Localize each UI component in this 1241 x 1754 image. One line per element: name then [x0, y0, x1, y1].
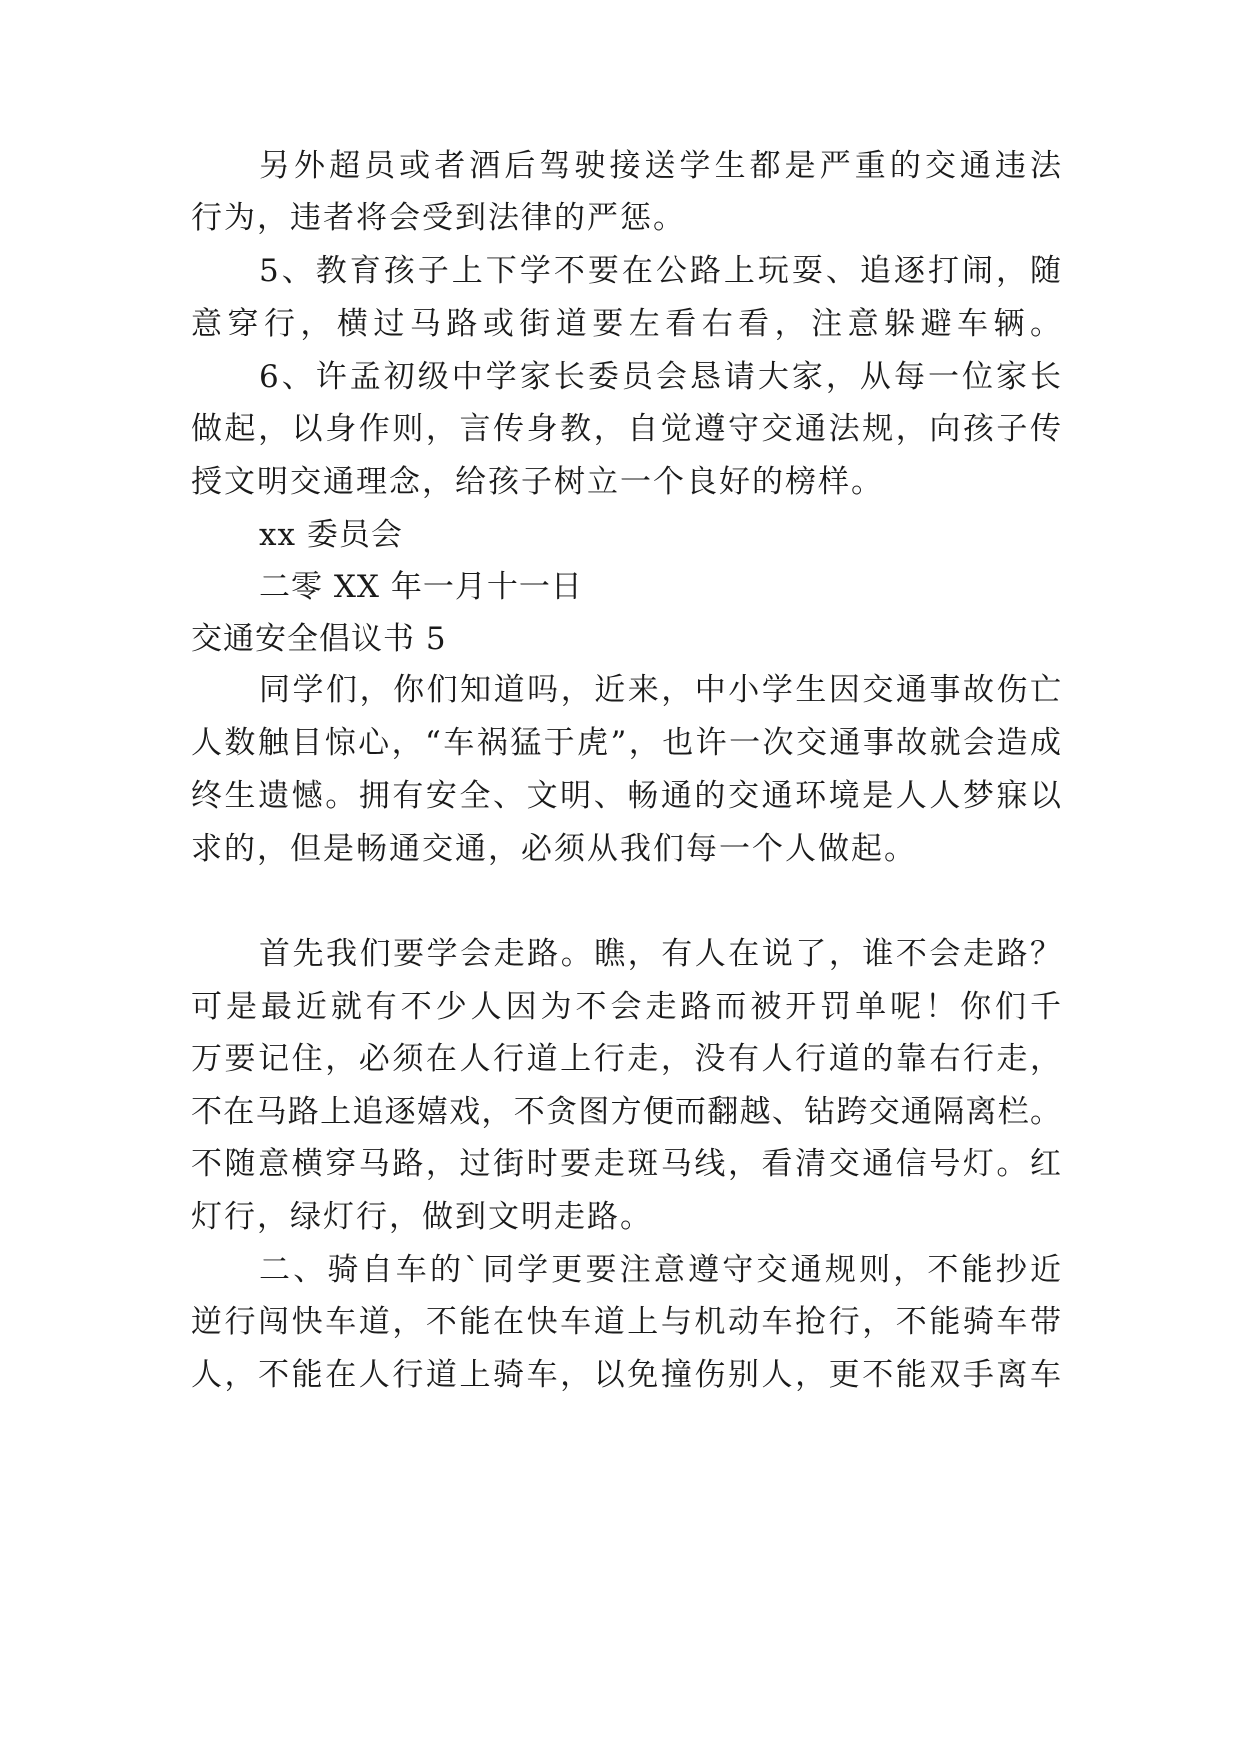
paragraph-line: 授文明交通理念，给孩子树立一个良好的榜样。 [191, 464, 884, 500]
paragraph-line: 可是最近就有不少人因为不会走路而被开罚单呢！你们千 [191, 989, 1061, 1025]
paragraph-line: 首先我们要学会走路。瞧，有人在说了，谁不会走路？ [259, 936, 1061, 972]
paragraph-line: 不随意横穿马路，过街时要走斑马线，看清交通信号灯。红 [191, 1146, 1061, 1182]
signature-committee: xx 委员会 [259, 517, 403, 553]
paragraph-line: 做起，以身作则，言传身教，自觉遵守交通法规，向孩子传 [191, 411, 1061, 447]
signature-date: 二零 XX 年一月十一日 [259, 569, 583, 605]
paragraph-line: 终生遗憾。拥有安全、文明、畅通的交通环境是人人梦寐以 [191, 778, 1061, 814]
paragraph-line: 灯行，绿灯行，做到文明走路。 [191, 1199, 653, 1235]
paragraph-line: 行为，违者将会受到法律的严惩。 [191, 200, 686, 236]
paragraph-line: 不在马路上追逐嬉戏，不贪图方便而翻越、钻跨交通隔离栏。 [191, 1094, 1061, 1130]
paragraph-line: 万要记住，必须在人行道上行走，没有人行道的靠右行走， [191, 1041, 1061, 1077]
paragraph-line: 求的，但是畅通交通，必须从我们每一个人做起。 [191, 831, 917, 867]
paragraph-line: 二、骑自车的`同学更要注意遵守交通规则，不能抄近 [259, 1252, 1061, 1288]
paragraph-line: 同学们，你们知道吗，近来，中小学生因交通事故伤亡 [259, 672, 1061, 708]
paragraph-line: 人，不能在人行道上骑车，以免撞伤别人，更不能双手离车 [191, 1357, 1061, 1393]
paragraph-line: 5、教育孩子上下学不要在公路上玩耍、追逐打闹，随 [259, 253, 1061, 289]
paragraph-line: 另外超员或者酒后驾驶接送学生都是严重的交通违法 [259, 148, 1061, 184]
section-title: 交通安全倡议书 5 [191, 621, 447, 657]
paragraph-line: 人数触目惊心，“车祸猛于虎”，也许一次交通事故就会造成 [191, 725, 1061, 761]
paragraph-line: 逆行闯快车道，不能在快车道上与机动车抢行，不能骑车带 [191, 1304, 1061, 1340]
paragraph-line: 6、许孟初级中学家长委员会恳请大家，从每一位家长 [259, 359, 1061, 395]
paragraph-line: 意穿行，横过马路或街道要左看右看，注意躲避车辆。 [191, 306, 1061, 342]
